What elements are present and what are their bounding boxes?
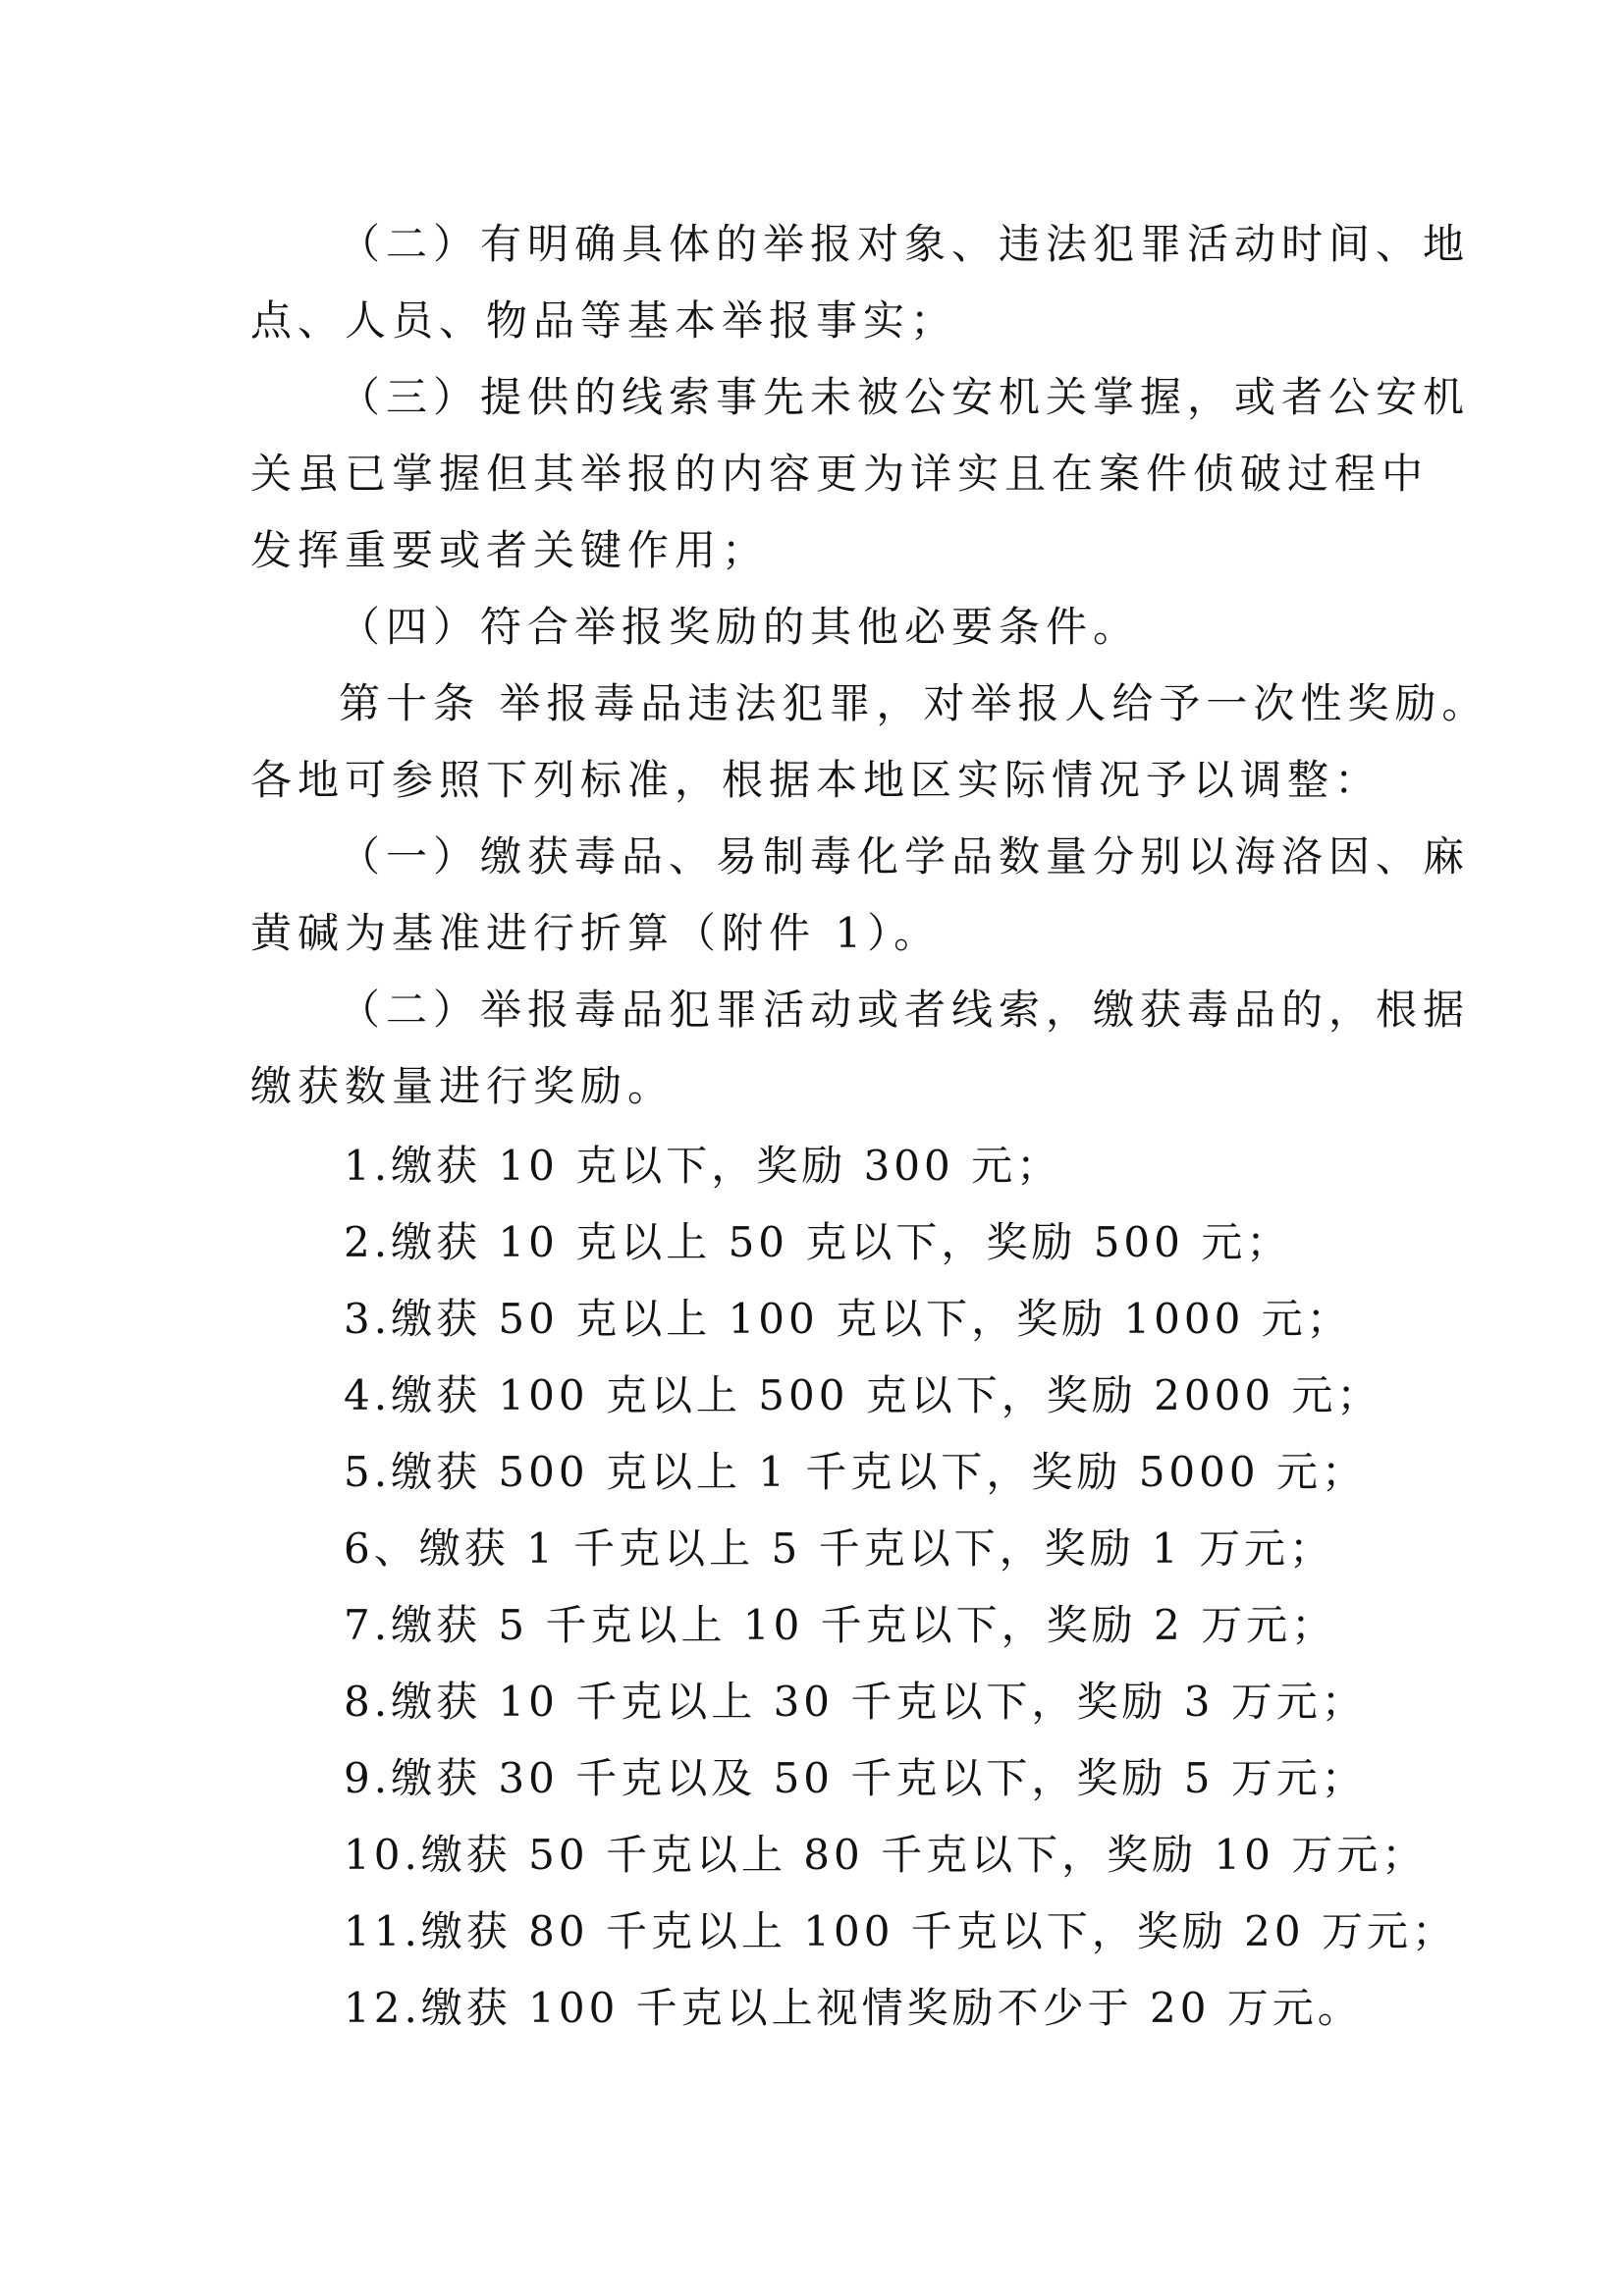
reward-list-item: 10.缴获 50 千克以上 80 千克以下，奖励 10 万元；: [344, 1831, 1428, 1879]
paragraph-line: 关虽已掌握但其举报的内容更为详实且在案件侦破过程中: [250, 450, 1430, 498]
paragraph-line: （三）提供的线索事先未被公安机关掌握，或者公安机: [339, 373, 1471, 421]
article-ten-line: 第十条 举报毒品违法犯罪，对举报人给予一次性奖励。: [339, 679, 1489, 727]
reward-list-item: 12.缴获 100 千克以上视情奖励不少于 20 万元。: [344, 1984, 1363, 2032]
reward-list-item: 5.缴获 500 克以上 1 千克以下，奖励 5000 元；: [344, 1448, 1367, 1496]
reward-list-item: 8.缴获 10 千克以上 30 千克以下，奖励 3 万元；: [344, 1678, 1367, 1726]
paragraph-line: 点、人员、物品等基本举报事实；: [250, 296, 958, 345]
paragraph-line: （一）缴获毒品、易制毒化学品数量分别以海洛因、麻: [339, 832, 1471, 881]
reward-list-item: 1.缴获 10 克以下，奖励 300 元；: [344, 1142, 1062, 1190]
reward-list-item: 9.缴获 30 千克以及 50 千克以下，奖励 5 万元；: [344, 1754, 1367, 1802]
paragraph-line: （二）举报毒品犯罪活动或者线索，缴获毒品的，根据: [339, 986, 1471, 1034]
paragraph-line: 发挥重要或者关键作用；: [250, 526, 770, 574]
paragraph-line: 黄碱为基准进行折算（附件 1）。: [250, 909, 942, 957]
reward-list-item: 3.缴获 50 克以上 100 克以下，奖励 1000 元；: [344, 1295, 1352, 1343]
paragraph-line: 缴获数量进行奖励。: [250, 1062, 676, 1110]
reward-list-item: 7.缴获 5 千克以上 10 千克以下，奖励 2 万元；: [344, 1601, 1337, 1649]
reward-list-item: 2.缴获 10 克以上 50 克以下，奖励 500 元；: [344, 1218, 1292, 1266]
article-ten-line: 各地可参照下列标准，根据本地区实际情况予以调整：: [250, 756, 1382, 804]
paragraph-line: （四）符合举报奖励的其他必要条件。: [339, 603, 1141, 651]
paragraph-line: （二）有明确具体的举报对象、违法犯罪活动时间、地: [339, 220, 1471, 268]
reward-list-item: 6、缴获 1 千克以上 5 千克以下，奖励 1 万元；: [344, 1524, 1334, 1573]
reward-list-item: 11.缴获 80 千克以上 100 千克以下，奖励 20 万元；: [344, 1907, 1457, 1955]
reward-list-item: 4.缴获 100 克以上 500 克以下，奖励 2000 元；: [344, 1371, 1382, 1419]
